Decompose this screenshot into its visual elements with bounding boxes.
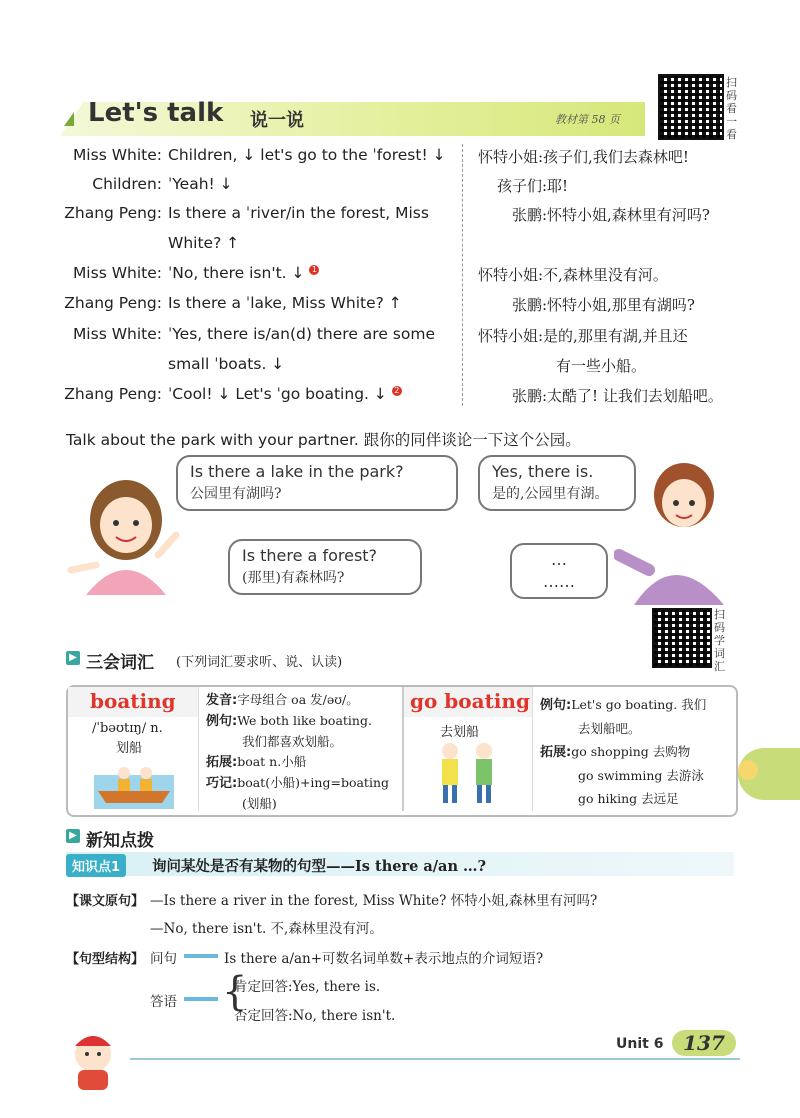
page-number: 137: [672, 1030, 736, 1056]
speech-bubble-answer: [478, 455, 636, 511]
speech-bubble-answer: [510, 543, 608, 599]
qr-code-icon[interactable]: [652, 608, 712, 668]
dialogue-line-en: Is there a ˈlake, Miss White? ↑: [168, 294, 402, 312]
footer-line: [130, 1058, 740, 1060]
note-marker: 2: [392, 386, 402, 396]
girl-illustration: [66, 475, 186, 605]
original-sentence: —Is there a river in the forest, Miss White? 怀特小姐,森林里有河吗?: [150, 893, 598, 909]
dialogue-line-cn: 怀特小姐:孩子们,我们去森林吧!: [478, 148, 689, 166]
vocab-details: 例句:Let's go boating. 我们 去划船吧。 拓展:go shopping 去购物 go swimming 去游泳 go hiking 去远足: [540, 697, 707, 806]
bubble-text-en: ……: [543, 572, 575, 591]
bubble-text-en: …: [551, 550, 567, 569]
dialogue-line-en: Is there a ˈriver/in the forest, Miss: [168, 204, 429, 222]
dialogue-line-en: ˈYes, there is/an(d) there are some: [168, 325, 435, 343]
dialogue-line-cn: 张鹏:怀特小姐,那里有湖吗?: [512, 296, 695, 314]
question-structure: Is there a/an+可数名词单数+表示地点的介词短语?: [224, 951, 544, 967]
dialogue-line-cn: 孩子们:耶!: [497, 177, 569, 195]
speaker-label: Zhang Peng:: [64, 385, 162, 403]
answer-no: 否定回答:No, there isn't.: [234, 1008, 396, 1024]
header-leaf-icon: [64, 112, 74, 126]
newpoints-section-title: 新知点拨: [86, 831, 154, 851]
conversation-scene: [66, 455, 734, 605]
vocab-phonetic: /ˈbəʊtɪŋ/ n.: [92, 721, 163, 736]
go-boating-illustration: [428, 739, 508, 809]
speaker-label: Miss White:: [72, 264, 162, 282]
speech-bubble-question: [228, 539, 422, 595]
original-sentence: —No, there isn't. 不,森林里没有河。: [150, 921, 383, 937]
arrow-icon: [184, 997, 218, 1001]
note-marker: 1: [309, 265, 319, 275]
speaker-label: Children:: [92, 175, 162, 193]
speaker-label: Miss White:: [72, 325, 162, 343]
mascot-icon: [738, 760, 758, 780]
bubble-text-cn: 是的,公园里有湖。: [492, 486, 609, 502]
speaker-label: Zhang Peng:: [64, 204, 162, 222]
scan-label: 扫码学词汇: [714, 608, 725, 673]
dialogue-line-cn-cont: 有一些小船。: [556, 357, 647, 375]
scan-label: 扫码看一看: [726, 76, 737, 141]
dialogue-line-cn: 怀特小姐:不,森林里没有河。: [478, 266, 668, 284]
speech-bubble-question: [176, 455, 458, 511]
vocab-card: [66, 685, 738, 817]
vocab-section-hint: (下列词汇要求听、说、认读): [176, 655, 343, 670]
mascot-illustration: [60, 1026, 126, 1092]
brace-icon: {: [222, 969, 248, 1015]
section-subtitle: 说一说: [250, 110, 304, 131]
bubble-text-en: Is there a lake in the park?: [190, 462, 404, 481]
dialogue-line-cn: 怀特小姐:是的,那里有湖,并且还: [478, 327, 688, 345]
dialogue-line-en: ˈCool! ↓ Let's ˈgo boating. ↓ 2: [168, 385, 402, 403]
vocab-section-title: 三会词汇: [86, 653, 154, 673]
knowledge-point-title: 询问某处是否有某物的句型——Is there a/an …?: [152, 858, 487, 875]
dialogue-line-en-cont: small ˈboats. ↓: [168, 355, 285, 373]
answer-label: 答语: [150, 994, 177, 1010]
qr-code-icon[interactable]: [658, 74, 724, 140]
unit-label: Unit 6: [616, 1036, 664, 1052]
structure-label: 【句型结构】: [66, 952, 145, 967]
vocab-details: 发音:字母组合 oa 发/əʊ/。 例句:We both like boating. 我们都喜欢划船。 拓展:boat n.小船 巧记:boat(小船)+ing=boating (划船): [206, 692, 390, 811]
knowledge-point-tag: 知识点1: [66, 854, 126, 877]
original-sentence-label: 【课文原句】: [66, 894, 145, 909]
speaker-label: Miss White:: [72, 146, 162, 164]
bubble-text-cn: (那里)有森林吗?: [242, 570, 345, 586]
boating-illustration: [94, 755, 174, 809]
dialogue-line-en: Children, ↓ let's go to the ˈforest! ↓: [168, 146, 446, 164]
speaker-label: Zhang Peng:: [64, 294, 162, 312]
question-label: 问句: [150, 951, 177, 967]
dialogue-line-en-cont: White? ↑: [168, 234, 240, 252]
bubble-text-cn: 公园里有湖吗?: [190, 486, 282, 502]
bubble-text-en: Is there a forest?: [242, 546, 378, 565]
answer-yes: 肯定回答:Yes, there is.: [234, 979, 381, 995]
vocab-meaning: 去划船: [440, 725, 480, 740]
column-divider: [462, 144, 463, 406]
dialogue-line-cn: 张鹏:怀特小姐,森林里有河吗?: [512, 206, 710, 224]
section-title: Let's talk: [88, 98, 224, 128]
dialogue-line-cn: 张鹏:太酷了! 让我们去划船吧。: [512, 387, 723, 405]
textbook-page-ref: 教材第 58 页: [555, 113, 620, 126]
vocab-meaning: 划船: [116, 741, 143, 756]
vocab-word: boating: [90, 689, 176, 713]
vocab-word: go boating: [410, 689, 530, 713]
dialogue-line-en: ˈNo, there isn't. ↓ 1: [168, 264, 319, 282]
section-arrow-icon: ▶: [66, 651, 80, 665]
dialogue-line-en: ˈYeah! ↓: [168, 175, 233, 193]
arrow-icon: [184, 954, 218, 958]
section-arrow-icon: ▶: [66, 829, 80, 843]
activity-instruction: Talk about the park with your partner. 跟你的同伴谈论一下这个公园。: [66, 431, 581, 449]
bubble-text-en: Yes, there is.: [492, 462, 594, 481]
